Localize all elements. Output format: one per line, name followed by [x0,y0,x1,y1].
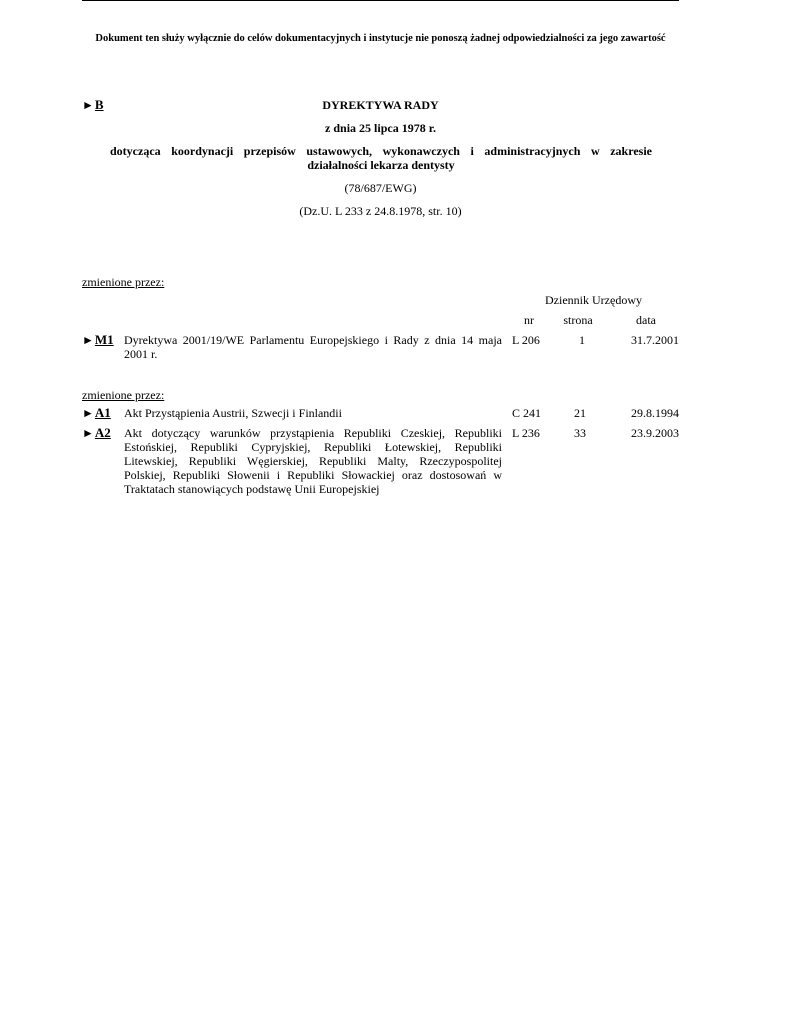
accession-page: 21 [574,406,586,420]
document-title: DYREKTYWA RADY [322,98,439,112]
document-number: (78/687/EWG) [344,181,417,195]
amendment-marker-m1[interactable] [82,332,114,348]
amendment-nr: L 206 [512,333,540,347]
column-header-page: strona [563,313,593,327]
column-header-date: data [636,313,656,327]
amendment-description: Dyrektywa 2001/19/WE Parlamentu Europejskiego i Rady z dnia 14 maja 2001 r. [124,333,502,361]
accession-page: 33 [574,426,586,440]
accession-description: Akt Przystąpienia Austrii, Szwecji i Finlandii [124,406,342,420]
accession-nr: C 241 [512,406,542,420]
document-date: z dnia 25 lipca 1978 r. [325,121,436,135]
disclaimer-text: Dokument ten służy wyłącznie do celów dokumentacyjnych i instytucje nie ponoszą żadnej odpowiedzialności za jego zawartość [95,33,666,44]
marker-arrow-icon: ► [82,426,94,440]
amendment-date: 31.7.2001 [631,333,679,347]
accession-marker-a2[interactable] [82,425,111,441]
header-rule [82,0,679,1]
journal-header: Dziennik Urzędowy [545,293,642,307]
official-journal-reference: (Dz.U. L 233 z 24.8.1978, str. 10) [299,204,462,218]
marker-arrow-icon: ► [82,98,94,112]
base-marker-code: B [94,97,104,112]
accession-description: Akt dotyczący warunków przystąpienia Republiki Czeskiej, Republiki Estońskiej, Republiki Cypryjskiej, Republiki Łotewskiej, Republiki Litewskiej, Republiki Węgierskiej, Republiki Malty, Rzeczypospolitej Polskiej, Republiki Słowenii i Republiki Słowackiej oraz dostosowań w Traktatach stanowiących podstawę Unii Europejskiej [124,426,502,496]
marker-arrow-icon: ► [82,333,94,347]
accession-marker-a1[interactable] [82,405,111,421]
accession-date: 29.8.1994 [631,406,679,420]
accession-code: A2 [94,425,111,440]
document-subject: dotycząca koordynacji przepisów ustawowych, wykonawczych i administracyjnych w zakresie działalności lekarza dentysty [110,144,652,172]
accession-date: 23.9.2003 [631,426,679,440]
amended-by-label: zmienione przez: [82,275,165,289]
accession-code: A1 [94,405,111,420]
amendment-page: 1 [579,333,585,347]
amendment-code: M1 [94,332,114,347]
marker-arrow-icon: ► [82,406,94,420]
accession-label: zmienione przez: [82,388,165,402]
column-header-nr: nr [524,313,534,327]
accession-nr: L 236 [512,426,540,440]
